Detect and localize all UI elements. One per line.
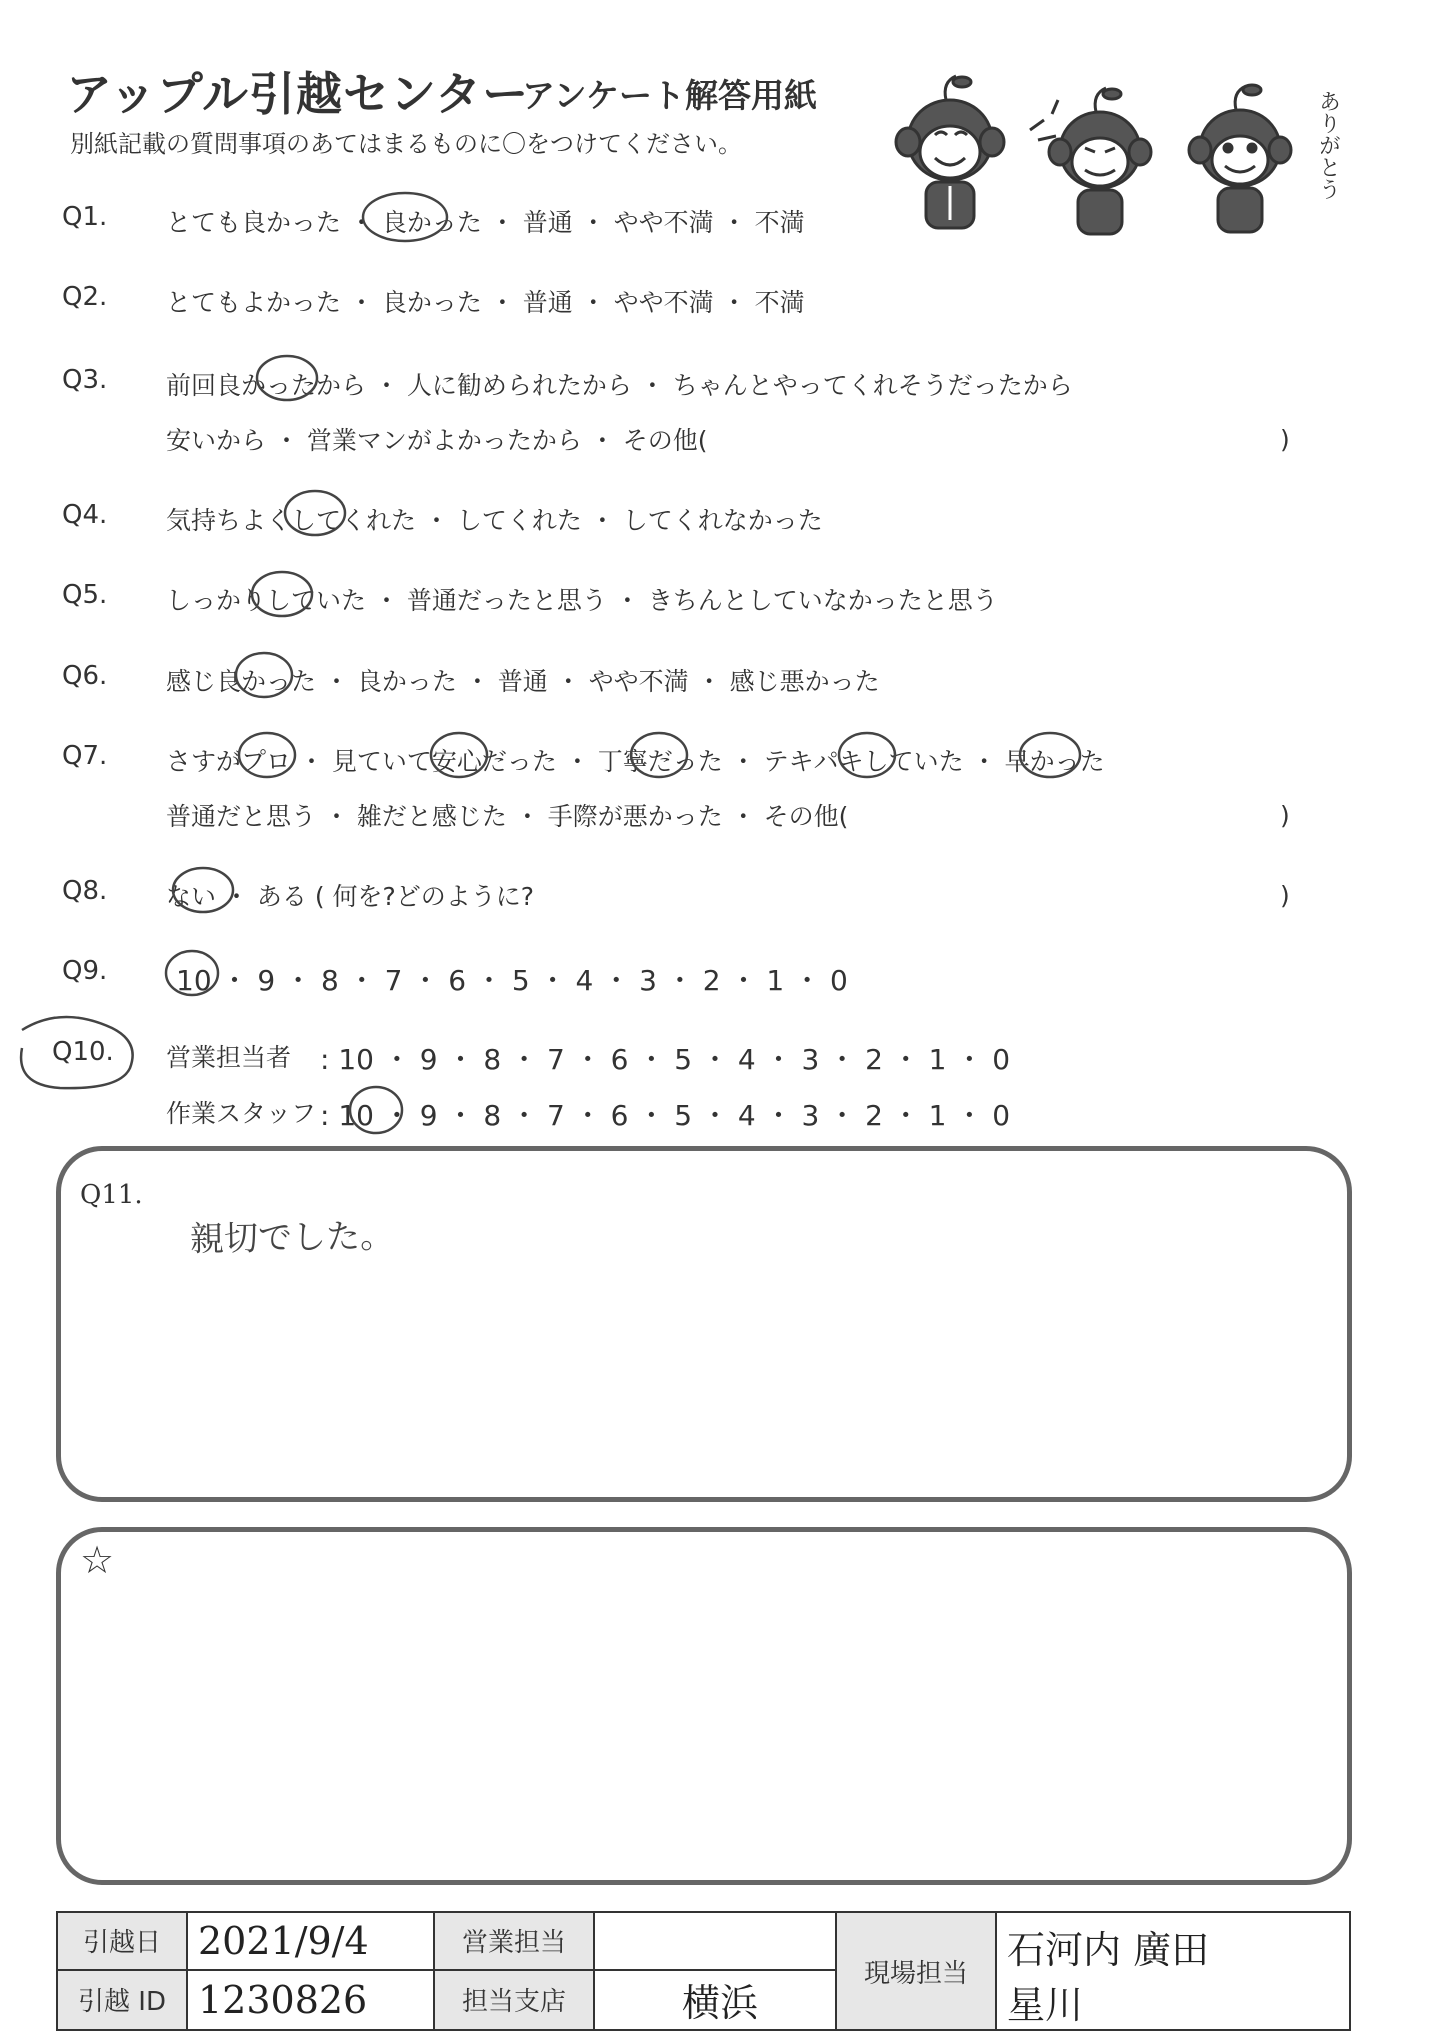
survey-title: アンケート解答用紙: [522, 76, 818, 115]
q6-label: Q6.: [62, 661, 108, 691]
q3-close-paren: ): [1280, 425, 1290, 454]
mascot-thanks-text: ありがとう: [1315, 90, 1341, 200]
monkey-mascot-2: [1030, 88, 1151, 234]
q8-close-paren: ): [1280, 881, 1290, 910]
q3-options-line1: 前回良かったから ・ 人に勧められたから ・ ちゃんとやってくれそうだったから: [166, 371, 1073, 400]
free-comment-box[interactable]: [56, 1527, 1352, 1885]
q11-label: Q11.: [80, 1180, 143, 1210]
q8-label: Q8.: [62, 876, 108, 906]
star-icon: ☆: [80, 1538, 115, 1582]
q1-options: とても良かった ・ 良かった ・ 普通 ・ やや不満 ・ 不満: [166, 208, 805, 237]
branch-label: 担当支店: [434, 1970, 594, 2030]
monkey-mascot-3: [1189, 85, 1291, 232]
branch-value: 横浜: [594, 1970, 836, 2030]
q8-options: ない ・ ある ( 何を?どのように?: [166, 882, 535, 911]
q11-answer-box[interactable]: [56, 1146, 1352, 1502]
footer-info-table: [56, 1911, 1351, 2031]
q2-label: Q2.: [62, 282, 108, 312]
q4-options: 気持ちよくしてくれた ・ してくれた ・ してくれなかった: [166, 506, 823, 535]
q9-scale: 10 ・ 9 ・ 8 ・ 7 ・ 6 ・ 5 ・ 4 ・ 3 ・ 2 ・ 1 ・ 0: [176, 964, 848, 997]
q10-staff-scale: : 10 ・ 9 ・ 8 ・ 7 ・ 6 ・ 5 ・ 4 ・ 3 ・ 2 ・ 1 ・ 0: [320, 1099, 1011, 1132]
move-id-value: 1230826: [187, 1970, 434, 2030]
move-id-label: 引越 ID: [57, 1970, 187, 2030]
field-staff-label: 現場担当: [836, 1912, 996, 2030]
move-date-value: 2021/9/4: [187, 1912, 434, 1970]
q7-close-paren: ): [1280, 801, 1290, 830]
sales-rep-value: [594, 1912, 836, 1970]
field-staff-value: [996, 1912, 1350, 2030]
q9-label: Q9.: [62, 956, 108, 986]
monkey-mascots-illustration: [880, 60, 1350, 250]
monkey-mascot-1: [896, 76, 1004, 228]
sales-rep-label: 営業担当: [434, 1912, 594, 1970]
q11-handwritten-answer: 親切でした。: [189, 1216, 395, 1260]
q6-options: 感じ良かった ・ 良かった ・ 普通 ・ やや不満 ・ 感じ悪かった: [166, 667, 880, 696]
q7-options-line1: さすがプロ ・ 見ていて安心だった ・ 丁寧だった ・ テキパキしていた ・ 早かった: [166, 747, 1105, 776]
q5-options: しっかりしていた ・ 普通だったと思う ・ きちんとしていなかったと思う: [166, 586, 998, 615]
q10-staff-label: 作業スタッフ: [166, 1099, 317, 1128]
q3-options-line2: 安いから ・ 営業マンがよかったから ・ その他(: [166, 426, 708, 455]
q10-sales-scale: : 10 ・ 9 ・ 8 ・ 7 ・ 6 ・ 5 ・ 4 ・ 3 ・ 2 ・ 1 ・ 0: [320, 1043, 1011, 1076]
q4-label: Q4.: [62, 500, 108, 530]
move-date-label: 引越日: [57, 1912, 187, 1970]
field-staff-line1: 石河内 廣田: [1007, 1928, 1210, 1972]
q7-options-line2: 普通だと思う ・ 雑だと感じた ・ 手際が悪かった ・ その他(: [166, 802, 849, 831]
company-name: アップル引越センター: [66, 67, 530, 121]
q3-label: Q3.: [62, 365, 108, 395]
q1-label: Q1.: [62, 202, 108, 232]
q10-sales-label: 営業担当者: [166, 1043, 292, 1072]
q5-label: Q5.: [62, 580, 108, 610]
instructions: 別紙記載の質問事項のあてはまるものに〇をつけてください。: [70, 130, 742, 158]
field-staff-line2: 星川: [1007, 1983, 1084, 2027]
q7-label: Q7.: [62, 741, 108, 771]
q2-options: とてもよかった ・ 良かった ・ 普通 ・ やや不満 ・ 不満: [166, 288, 805, 317]
q10-label: Q10.: [52, 1037, 114, 1067]
